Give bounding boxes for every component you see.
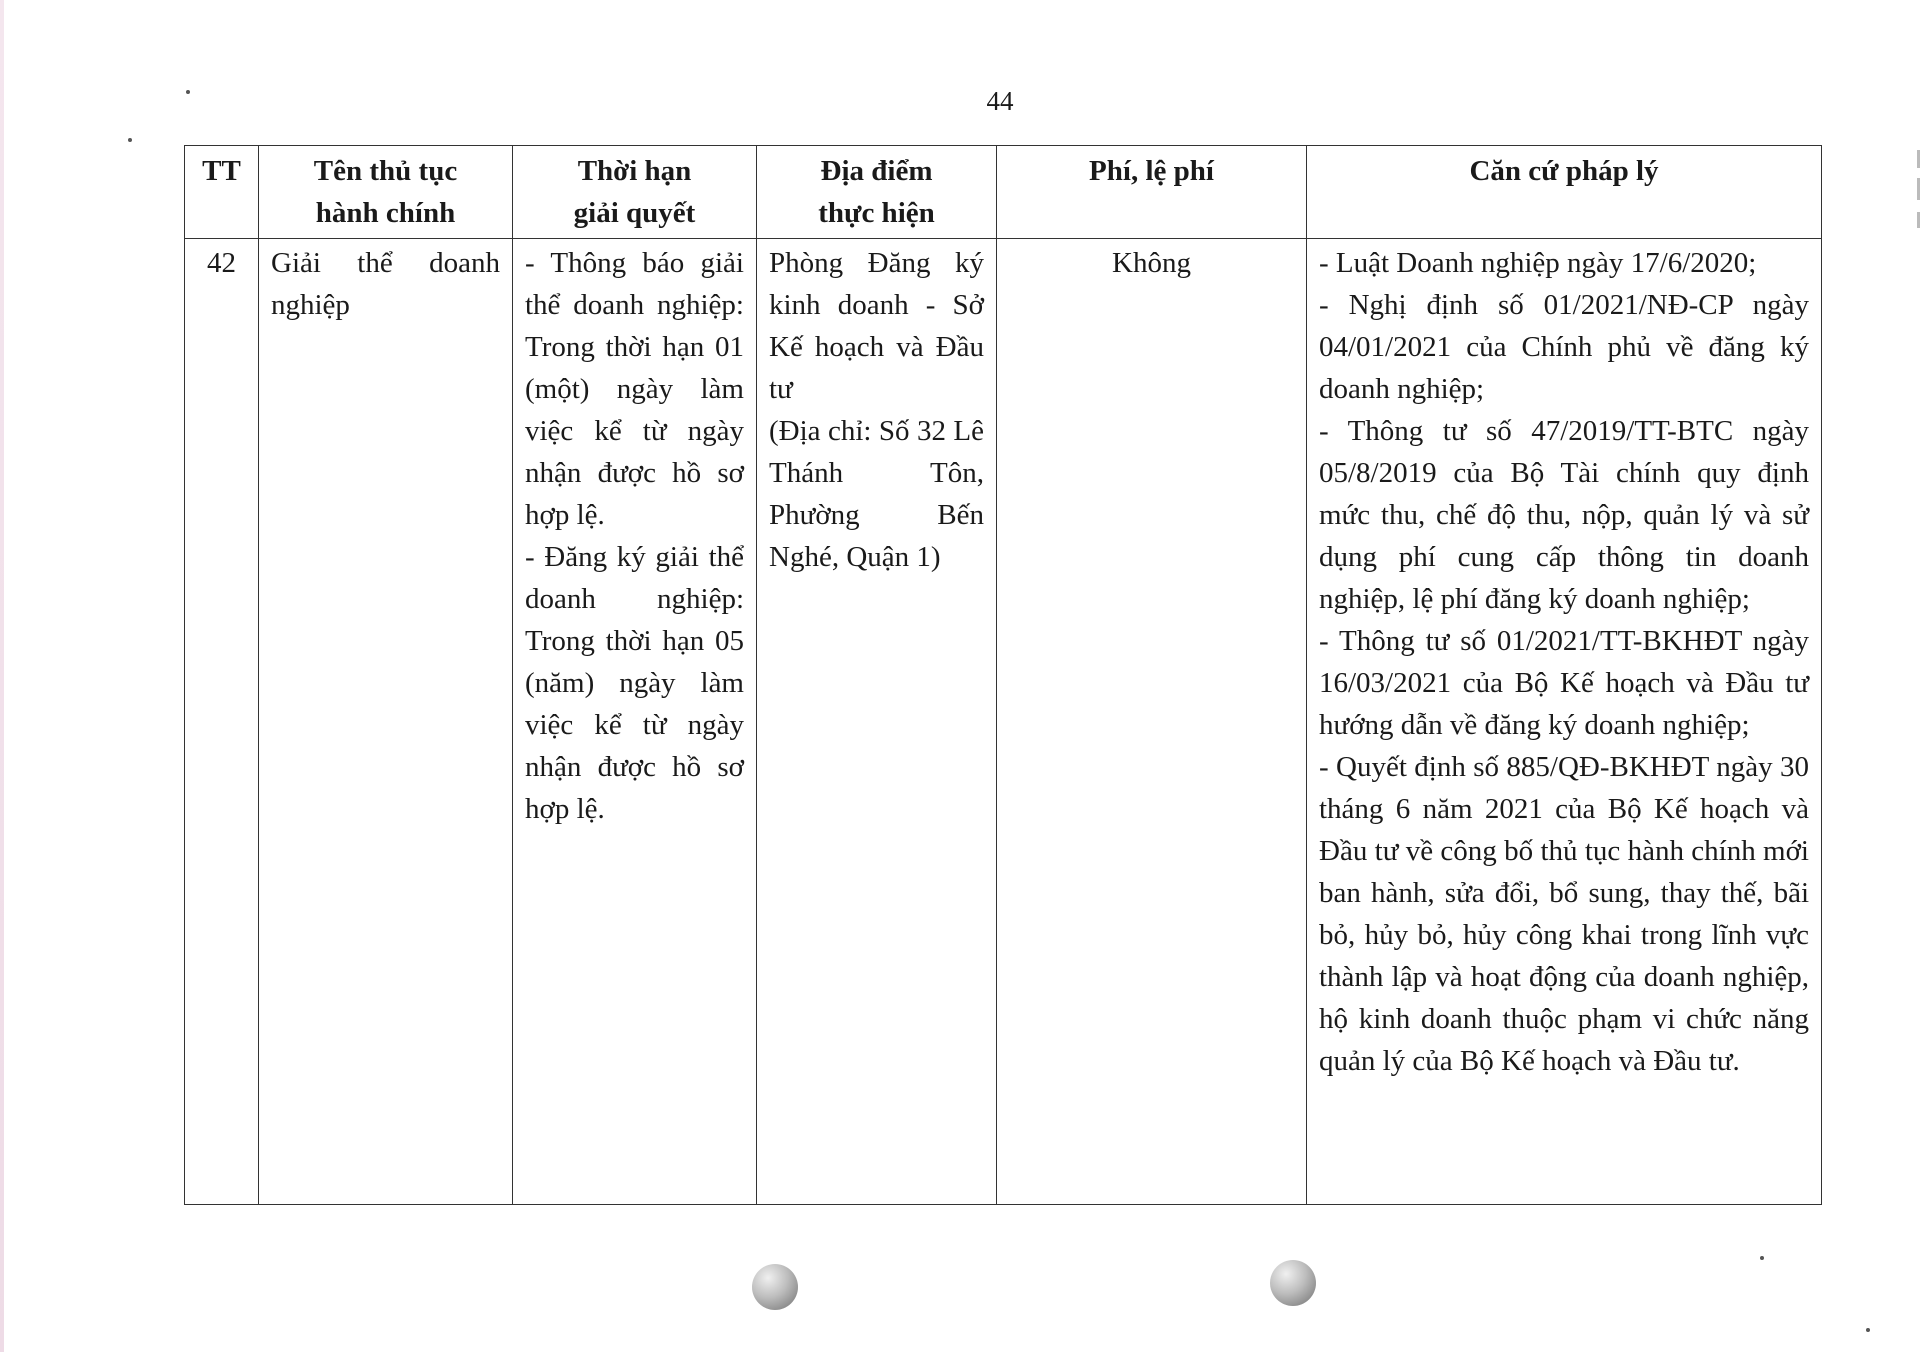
punch-hole bbox=[752, 1264, 798, 1310]
procedure-table bbox=[184, 145, 1822, 1205]
header-fees: Phí, lệ phí bbox=[997, 146, 1307, 239]
table-row bbox=[185, 239, 1822, 1205]
header-legal-basis: Căn cứ pháp lý bbox=[1307, 146, 1822, 239]
scan-speck bbox=[186, 90, 190, 94]
location-line: Phòng Đăng ký kinh doanh - Sở Kế hoạch và Đầu tư bbox=[769, 247, 984, 405]
cell-fees: Không bbox=[997, 239, 1307, 1205]
legal-item: - Quyết định số 885/QĐ-BKHĐT ngày 30 tháng 6 năm 2021 của Bộ Kế hoạch và Đầu tư về công bố thủ tục hành chính mới ban hành, sửa đổi, bổ sung, thay thế, bãi bỏ, hủy bỏ, hủy công khai trong lĩnh vực thành lập và hoạt động của doanh nghiệp, hộ kinh doanh thuộc phạm vi chức năng quản lý của Bộ Kế hoạch và Đầu tư. bbox=[1319, 751, 1809, 1077]
page-number: 44 bbox=[986, 86, 1014, 116]
page-edge-mark bbox=[0, 0, 4, 1352]
table-header-row bbox=[185, 146, 1822, 239]
scan-speck bbox=[1866, 1328, 1870, 1332]
legal-item: - Thông tư số 01/2021/TT-BKHĐT ngày 16/03/2021 của Bộ Kế hoạch và Đầu tư hướng dẫn về đăng ký doanh nghiệp; bbox=[1319, 625, 1809, 741]
cell-location bbox=[757, 239, 997, 1205]
cell-tt: 42 bbox=[185, 239, 259, 1205]
scan-speck bbox=[1760, 1256, 1764, 1260]
time-item: - Đăng ký giải thể doanh nghiệp: Trong thời hạn 05 (năm) ngày làm việc kể từ ngày nhận được hồ sơ hợp lệ. bbox=[525, 541, 744, 825]
cell-processing-time bbox=[513, 239, 757, 1205]
legal-item: - Thông tư số 47/2019/TT-BTC ngày 05/8/2019 của Bộ Tài chính quy định mức thu, chế độ thu, nộp, quản lý và sử dụng phí cung cấp thông tin doanh nghiệp, lệ phí đăng ký doanh nghiệp; bbox=[1319, 415, 1809, 615]
header-tt: TT bbox=[185, 146, 259, 239]
location-address: (Địa chỉ: Số 32 Lê Thánh Tôn, Phường Bến Nghé, Quận 1) bbox=[769, 415, 984, 573]
punch-hole bbox=[1270, 1260, 1316, 1306]
header-processing-time: Thời hạn giải quyết bbox=[513, 146, 757, 239]
cell-legal-basis bbox=[1307, 239, 1822, 1205]
scan-speck bbox=[128, 138, 132, 142]
cell-procedure-name: Giải thể doanh nghiệp bbox=[259, 239, 513, 1205]
header-location: Địa điểm thực hiện bbox=[757, 146, 997, 239]
header-procedure-name: Tên thủ tục hành chính bbox=[259, 146, 513, 239]
legal-item: - Luật Doanh nghiệp ngày 17/6/2020; bbox=[1319, 247, 1757, 279]
legal-item: - Nghị định số 01/2021/NĐ-CP ngày 04/01/2021 của Chính phủ về đăng ký doanh nghiệp; bbox=[1319, 289, 1809, 405]
time-item: - Thông báo giải thể doanh nghiệp: Trong thời hạn 01 (một) ngày làm việc kể từ ngày nhận được hồ sơ hợp lệ. bbox=[525, 247, 744, 531]
